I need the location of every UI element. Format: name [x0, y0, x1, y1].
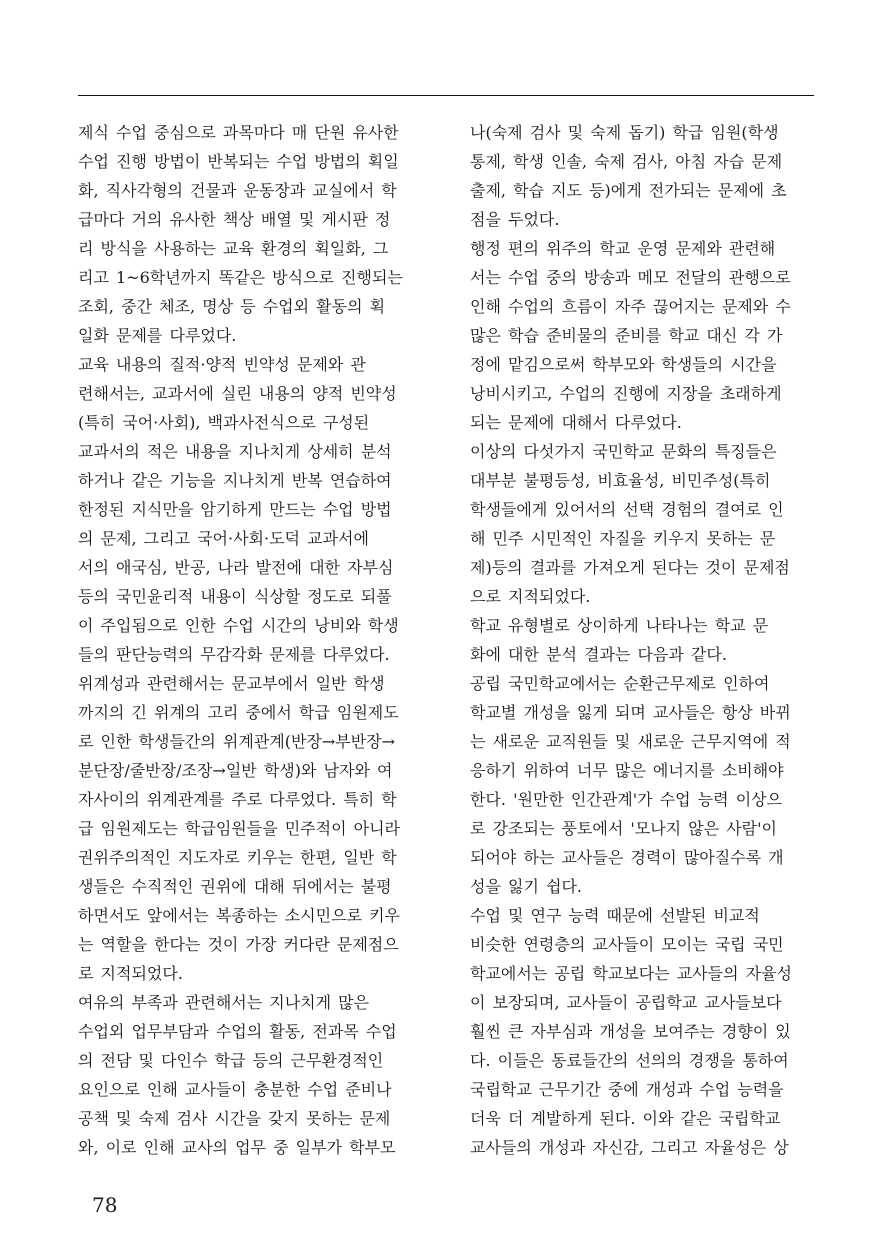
text-line: 으로 지적되었다.	[470, 587, 591, 606]
text-line: 비슷한 연령층의 교사들이 모이는 국립 국민	[470, 935, 784, 954]
text-line: 위계성과 관련해서는 문교부에서 일반 학생	[78, 674, 385, 693]
text-line: 되는 문제에 대해서 다루었다.	[470, 413, 682, 432]
text-line: 교사들의 개성과 자신감, 그리고 자율성은 상	[470, 1138, 789, 1157]
text-line: 제)등의 결과를 가져오게 된다는 것이 문제점	[470, 558, 790, 577]
text-line: 화, 직사각형의 건물과 운동장과 교실에서 학	[78, 181, 397, 200]
text-line: 대부분 불평등성, 비효율성, 비민주성(특히	[470, 471, 771, 490]
text-line: 일화 문제를 다루었다.	[78, 326, 237, 345]
text-line: 까지의 긴 위계의 고리 중에서 학급 임원제도	[78, 703, 399, 722]
text-line: 출제, 학습 지도 등)에게 전가되는 문제에 초	[470, 181, 787, 200]
text-line: 하면서도 앞에서는 복종하는 소시민으로 키우	[78, 906, 401, 925]
text-line: 자사이의 위계관계를 주로 다루었다. 특히 학	[78, 790, 397, 809]
text-line: 생들은 수직적인 권위에 대해 뒤에서는 불평	[78, 877, 392, 896]
text-line: 성을 잃기 쉽다.	[470, 877, 582, 896]
right-column	[470, 118, 814, 1162]
text-line: 수업외 업무부담과 수업의 활동, 전과목 수업	[78, 1022, 397, 1041]
text-line: 해 민주 시민적인 자질을 키우지 못하는 문	[470, 529, 776, 548]
text-line: 와, 이로 인해 교사의 업무 중 일부가 학부모	[78, 1138, 396, 1157]
text-line: 다. 이들은 동료들간의 선의의 경쟁을 통하여	[470, 1051, 789, 1070]
text-line: 권위주의적인 지도자로 키우는 한편, 일반 학	[78, 848, 397, 867]
text-line: 하거나 같은 기능을 지나치게 반복 연습하여	[78, 471, 392, 490]
text-line: 로 지적되었다.	[78, 964, 183, 983]
text-line: 교육 내용의 질적·양적 빈약성 문제와 관	[78, 355, 366, 374]
text-line: 더욱 더 계발하게 된다. 이와 같은 국립학교	[470, 1109, 781, 1128]
text-line: 서의 애국심, 반공, 나라 발전에 대한 자부심	[78, 558, 394, 577]
header-rule	[78, 95, 814, 96]
text-line: 요인으로 인해 교사들이 충분한 수업 준비나	[78, 1080, 392, 1099]
text-line: 학교에서는 공립 학교보다는 교사들의 자율성	[470, 964, 793, 983]
text-line: 한정된 지식만을 암기하게 만드는 수업 방법	[78, 500, 392, 519]
text-line: 이 주입됨으로 인한 수업 시간의 낭비와 학생	[78, 616, 399, 635]
left-column	[78, 118, 422, 1162]
text-line: 점을 두었다.	[470, 210, 560, 229]
text-line: 이 보장되며, 교사들이 공립학교 교사들보다	[470, 993, 782, 1012]
text-line: 낭비시키고, 수업의 진행에 지장을 초래하게	[470, 384, 782, 403]
text-line: 급마다 거의 유사한 책상 배열 및 게시판 정	[78, 210, 391, 229]
text-line: 이상의 다섯가지 국민학교 문화의 특징들은	[470, 442, 777, 461]
text-line: 나(숙제 검사 및 숙제 돕기) 학급 임원(학생	[470, 123, 779, 142]
text-line: 인해 수업의 흐름이 자주 끊어지는 문제와 수	[470, 297, 791, 316]
page-number: 78	[92, 1193, 118, 1217]
text-line: (특히 국어·사회), 백과사전식으로 구성된	[78, 413, 370, 432]
text-line: 들의 판단능력의 무감각화 문제를 다루었다.	[78, 645, 390, 664]
text-line: 로 인한 학생들간의 위계관계(반장→부반장→	[78, 732, 396, 751]
text-line: 되어야 하는 교사들은 경력이 많아질수록 개	[470, 848, 784, 867]
text-line: 는 역할을 한다는 것이 가장 커다란 문제점으	[78, 935, 399, 954]
text-line: 행정 편의 위주의 학교 운영 문제와 관련해	[470, 239, 776, 258]
text-line: 급 임원제도는 학급임원들을 민주적이 아니라	[78, 819, 401, 838]
text-line: 수업 진행 방법이 반복되는 수업 방법의 획일	[78, 152, 399, 171]
text-line: 공책 및 숙제 검사 시간을 갖지 못하는 문제	[78, 1109, 391, 1128]
text-line: 분단장/줄반장/조장→일반 학생)와 남자와 여	[78, 761, 393, 780]
text-line: 교과서의 적은 내용을 지나치게 상세히 분석	[78, 442, 392, 461]
text-line: 의 문제, 그리고 국어·사회·도덕 교과서에	[78, 529, 369, 548]
text-line: 등의 국민윤리적 내용이 식상할 정도로 되풀	[78, 587, 392, 606]
text-line: 정에 맡김으로써 학부모와 학생들의 시간을	[470, 355, 777, 374]
text-line: 응하기 위하여 너무 많은 에너지를 소비해야	[470, 761, 784, 780]
text-line: 학생들에게 있어서의 선택 경험의 결여로 인	[470, 500, 784, 519]
text-line: 서는 수업 중의 방송과 메모 전달의 관행으로	[470, 268, 791, 287]
text-line: 여유의 부족과 관련해서는 지나치게 많은	[78, 993, 370, 1012]
text-line: 통제, 학생 인솔, 숙제 검사, 아침 자습 문제	[470, 152, 783, 171]
text-line: 많은 학습 준비물의 준비를 학교 대신 각 가	[470, 326, 783, 345]
text-line: 련해서는, 교과서에 실린 내용의 양적 빈약성	[78, 384, 397, 403]
text-line: 학교 유형별로 상이하게 나타나는 학교 문	[470, 616, 769, 635]
text-line: 의 전담 및 다인수 학급 등의 근무환경적인	[78, 1051, 384, 1070]
text-line: 훨씬 큰 자부심과 개성을 보여주는 경향이 있	[470, 1022, 791, 1041]
text-line: 로 강조되는 풍토에서 '모나지 않은 사람'이	[470, 819, 777, 838]
text-line: 화에 대한 분석 결과는 다음과 같다.	[470, 645, 727, 664]
text-line: 리고 1~6학년까지 똑같은 방식으로 진행되는	[78, 268, 403, 287]
text-line: 공립 국민학교에서는 순환근무제로 인하여	[470, 674, 770, 693]
text-line: 국립학교 근무기간 중에 개성과 수업 능력을	[470, 1080, 784, 1099]
text-line: 수업 및 연구 능력 때문에 선발된 비교적	[470, 906, 760, 925]
text-line: 제식 수업 중심으로 과목마다 매 단원 유사한	[78, 123, 399, 142]
text-line: 리 방식을 사용하는 교육 환경의 획일화, 그	[78, 239, 389, 258]
text-line: 학교별 개성을 잃게 되며 교사들은 항상 바뀌	[470, 703, 791, 722]
text-line: 는 새로운 교직원들 및 새로운 근무지역에 적	[470, 732, 791, 751]
text-line: 한다. '원만한 인간관계'가 수업 능력 이상으	[470, 790, 783, 809]
text-line: 조회, 중간 체조, 명상 등 수업외 활동의 획	[78, 297, 386, 316]
